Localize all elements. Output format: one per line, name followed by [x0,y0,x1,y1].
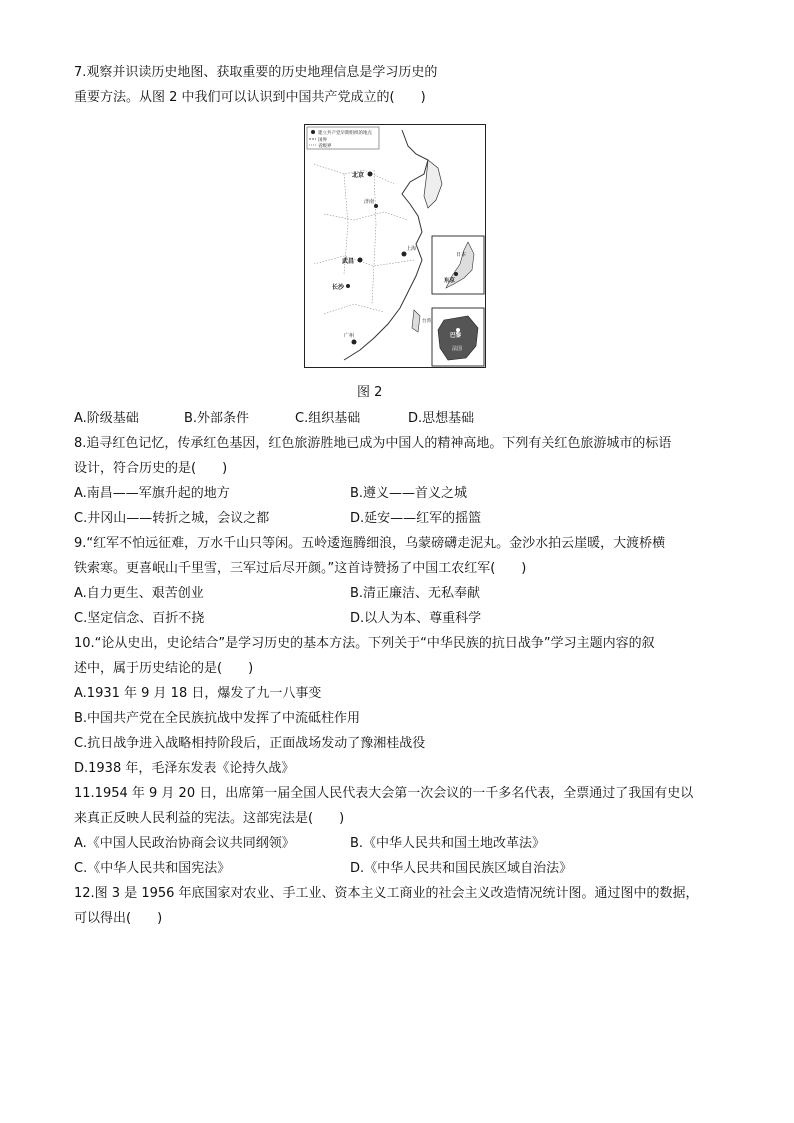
q11-option-a: A.《中国人民政治协商会议共同纲领》 [74,836,295,851]
q7-option-a: A.阶级基础 [74,411,139,426]
map-label-japan: 日本 [456,252,467,258]
q7-option-b: B.外部条件 [184,411,250,426]
q9-stem-line2: 铁索寒。更喜岷山千里雪，三军过后尽开颜。”这首诗赞扬了中国工农红军( ) [74,561,527,576]
q11-option-b: B.《中华人民共和国土地改革法》 [350,836,546,851]
q7-stem-line1: 7.观察并识读历史地图、获取重要的历史地理信息是学习历史的 [74,65,438,80]
q11-stem-line2: 来真正反映人民利益的宪法。这部宪法是( ) [74,811,345,826]
q9-option-c: C.坚定信念、百折不挠 [74,611,205,626]
q10-stem-line1: 10.“论从史出，史论结合”是学习历史的基本方法。下列关于“中华民族的抗日战争”学习主题内容的叙 [74,636,655,651]
q9-stem-line1: 9.“红军不怕远征难，万水千山只等闲。五岭逶迤腾细浪，乌蒙磅礴走泥丸。金沙水拍云崖暖，大渡桥横 [74,536,666,551]
q10-stem-line2: 述中，属于历史结论的是( ) [74,661,254,676]
q11-stem-line1: 11.1954 年 9 月 20 日，出席第一届全国人民代表大会第一次会议的一千多名代表，全票通过了我国有史以 [74,786,694,801]
q8-option-a: A.南昌——军旗升起的地方 [74,486,230,501]
q9-option-a: A.自力更生、艰苦创业 [74,586,204,601]
q8-option-d: D.延安——红军的摇篮 [350,511,482,526]
q7-historical-map [304,124,486,368]
q7-option-d: D.思想基础 [408,411,475,426]
map-label-wuhan: 武昌 [342,258,355,265]
q9-option-d: D.以人为本、尊重科学 [350,611,482,626]
map-label-changsha: 长沙 [332,284,345,291]
q7-option-c: C.组织基础 [295,411,361,426]
q10-option-d: D.1938 年，毛泽东发表《论持久战》 [74,761,295,776]
map-label-guangzhou: 广州 [344,333,355,339]
q11-option-d: D.《中华人民共和国民族区域自治法》 [350,861,573,876]
map-label-shanghai: 上海 [406,246,417,252]
q10-option-a: A.1931 年 9 月 18 日，爆发了九一八事变 [74,686,322,701]
q9-option-b: B.清正廉洁、无私奉献 [350,586,481,601]
q10-option-c: C.抗日战争进入战略相持阶段后，正面战场发动了豫湘桂战役 [74,736,426,751]
map-label-france: 法国 [452,346,463,352]
q8-stem-line1: 8.追寻红色记忆，传承红色基因，红色旅游胜地已成为中国人的精神高地。下列有关红色旅游城市的标语 [74,436,672,451]
map-label-taiwan: 台湾 [422,319,431,324]
q11-option-c: C.《中华人民共和国宪法》 [74,861,231,876]
q8-stem-line2: 设计，符合历史的是( ) [74,461,228,476]
map-label-beijing: 北京 [352,172,365,179]
map-label-paris: 巴黎 [450,333,462,339]
map-legend-label-2: 国界 [318,138,327,143]
q7-stem-line2: 重要方法。从图 2 中我们可以认识到中国共产党成立的( ) [74,90,426,105]
q7-figure-caption: 图 2 [357,385,383,400]
map-legend-label-1: 建立共产党早期组织的地点 [318,131,372,136]
map-label-tokyo: 东京 [444,278,456,284]
q8-option-b: B.遵义——首义之城 [350,486,468,501]
map-label-jinan: 济南 [364,199,375,205]
q8-option-c: C.井冈山——转折之城，会议之都 [74,511,270,526]
q12-stem-line1: 12.图 3 是 1956 年底国家对农业、手工业、资本主义工商业的社会主义改造情况统计图。通过图中的数据， [74,886,699,901]
q10-option-b: B.中国共产党在全民族抗战中发挥了中流砥柱作用 [74,711,361,726]
map-legend-label-3: 省级界 [318,144,332,149]
q12-stem-line2: 可以得出( ) [74,911,163,926]
